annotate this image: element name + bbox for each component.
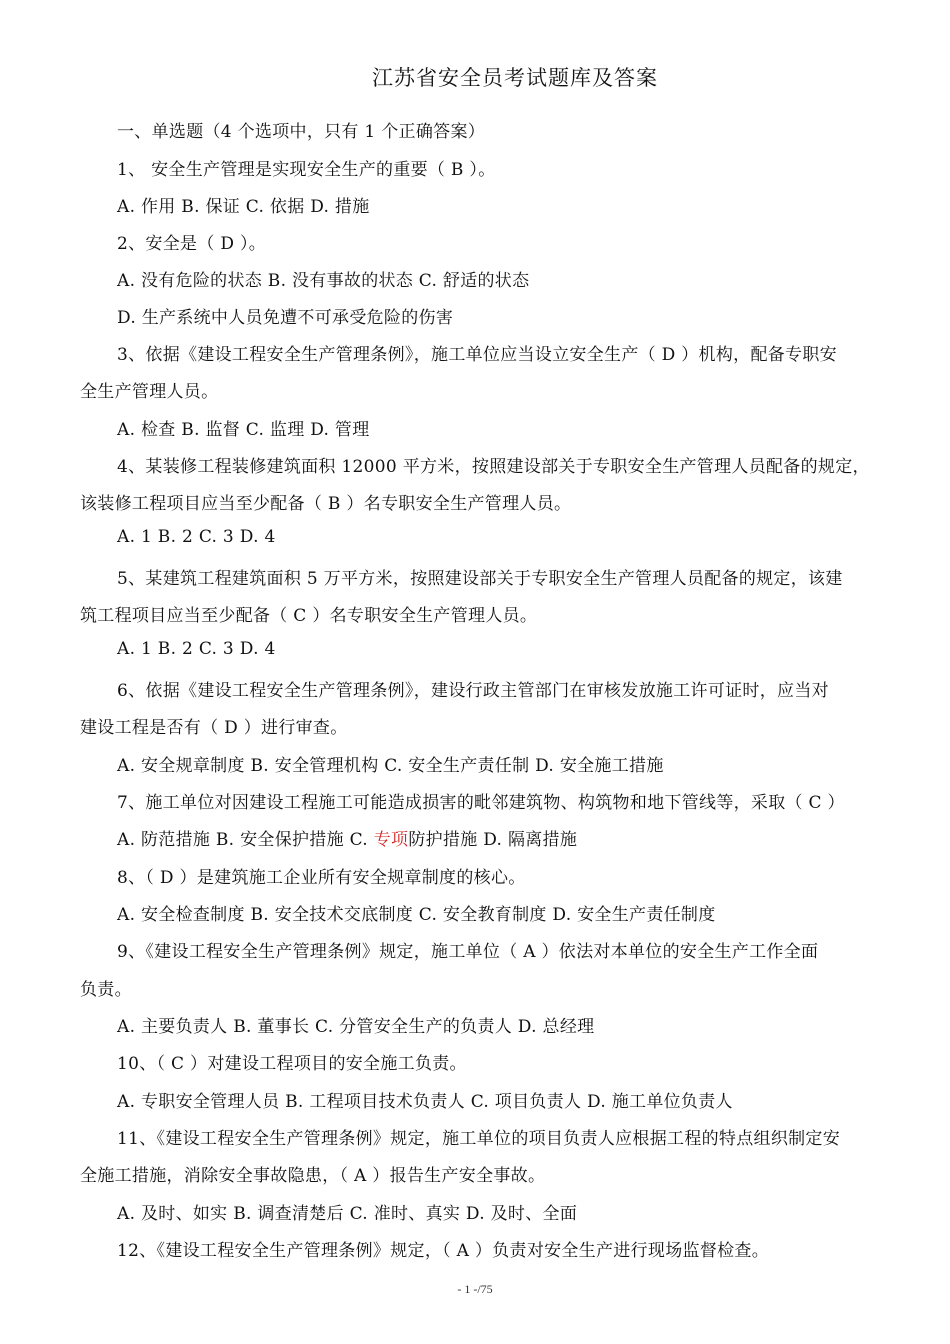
question-3: 3、依据《建设工程安全生产管理条例》，施工单位应当设立安全生产（ D ）机构，配备专职安	[117, 345, 837, 365]
question-4: 4、某装修工程装修建筑面积 12000 平方米，按照建设部关于专职安全生产管理人员配备的规定，	[117, 457, 870, 477]
question-5-options: A. 1 B. 2 C. 3 D. 4	[117, 639, 276, 659]
question-6-cont: 建设工程是否有（ D ）进行审查。	[80, 718, 348, 738]
question-1: 1、 安全生产管理是实现安全生产的重要（ B ）。	[117, 160, 496, 180]
page-number: - 1 -/75	[457, 1282, 493, 1296]
question-4-options: A. 1 B. 2 C. 3 D. 4	[117, 527, 276, 547]
question-9-options: A. 主要负责人 B. 董事长 C. 分管安全生产的负责人 D. 总经理	[117, 1017, 595, 1037]
question-11: 11、《建设工程安全生产管理条例》规定，施工单位的项目负责人应根据工程的特点组织制定安	[117, 1129, 841, 1149]
section-heading: 一、单选题（4 个选项中，只有 1 个正确答案）	[117, 122, 486, 142]
question-7: 7、施工单位对因建设工程施工可能造成损害的毗邻建筑物、构筑物和地下管线等，采取（ C ）	[117, 793, 845, 813]
question-5-cont: 筑工程项目应当至少配备（ C ）名专职安全生产管理人员。	[80, 606, 538, 626]
question-6: 6、依据《建设工程安全生产管理条例》，建设行政主管部门在审核发放施工许可证时，应当对	[117, 681, 829, 701]
question-3-options: A. 检查 B. 监督 C. 监理 D. 管理	[117, 420, 370, 440]
document-title: 江苏省安全员考试题库及答案	[372, 66, 658, 90]
question-10: 10、（ C ）对建设工程项目的安全施工负责。	[117, 1054, 467, 1074]
question-7-options-end: 防护措施 D. 隔离措施	[408, 830, 578, 850]
highlighted-word: 专项	[373, 830, 409, 850]
question-6-options: A. 安全规章制度 B. 安全管理机构 C. 安全生产责任制 D. 安全施工措施	[117, 756, 664, 776]
question-11-options: A. 及时、如实 B. 调查清楚后 C. 准时、真实 D. 及时、全面	[117, 1204, 578, 1224]
question-8: 8、（ D ）是建筑施工企业所有安全规章制度的核心。	[117, 868, 526, 888]
question-1-options: A. 作用 B. 保证 C. 依据 D. 措施	[117, 197, 370, 217]
question-11-cont: 全施工措施，消除安全事故隐患，（ A ）报告生产安全事故。	[80, 1166, 546, 1186]
question-12: 12、《建设工程安全生产管理条例》规定，（ A ）负责对安全生产进行现场监督检查。	[117, 1241, 770, 1261]
question-7-options-start: A. 防范措施 B. 安全保护措施 C.	[117, 830, 374, 850]
question-5: 5、某建筑工程建筑面积 5 万平方米，按照建设部关于专职安全生产管理人员配备的规定，该建	[117, 569, 843, 589]
question-7-options	[117, 825, 577, 850]
question-9: 9、《建设工程安全生产管理条例》规定，施工单位（ A ）依法对本单位的安全生产工作全面	[117, 942, 819, 962]
question-2-options-cont: D. 生产系统中人员免遭不可承受危险的伤害	[117, 308, 454, 328]
question-8-options: A. 安全检查制度 B. 安全技术交底制度 C. 安全教育制度 D. 安全生产责任制度	[117, 905, 716, 925]
question-9-cont: 负责。	[80, 980, 132, 1000]
question-4-cont: 该装修工程项目应当至少配备（ B ）名专职安全生产管理人员。	[80, 494, 572, 514]
question-10-options: A. 专职安全管理人员 B. 工程项目技术负责人 C. 项目负责人 D. 施工单位负责人	[117, 1092, 733, 1112]
question-3-cont: 全生产管理人员。	[80, 382, 219, 402]
question-2-options: A. 没有危险的状态 B. 没有事故的状态 C. 舒适的状态	[117, 271, 530, 291]
question-2: 2、安全是（ D ）。	[117, 234, 267, 254]
